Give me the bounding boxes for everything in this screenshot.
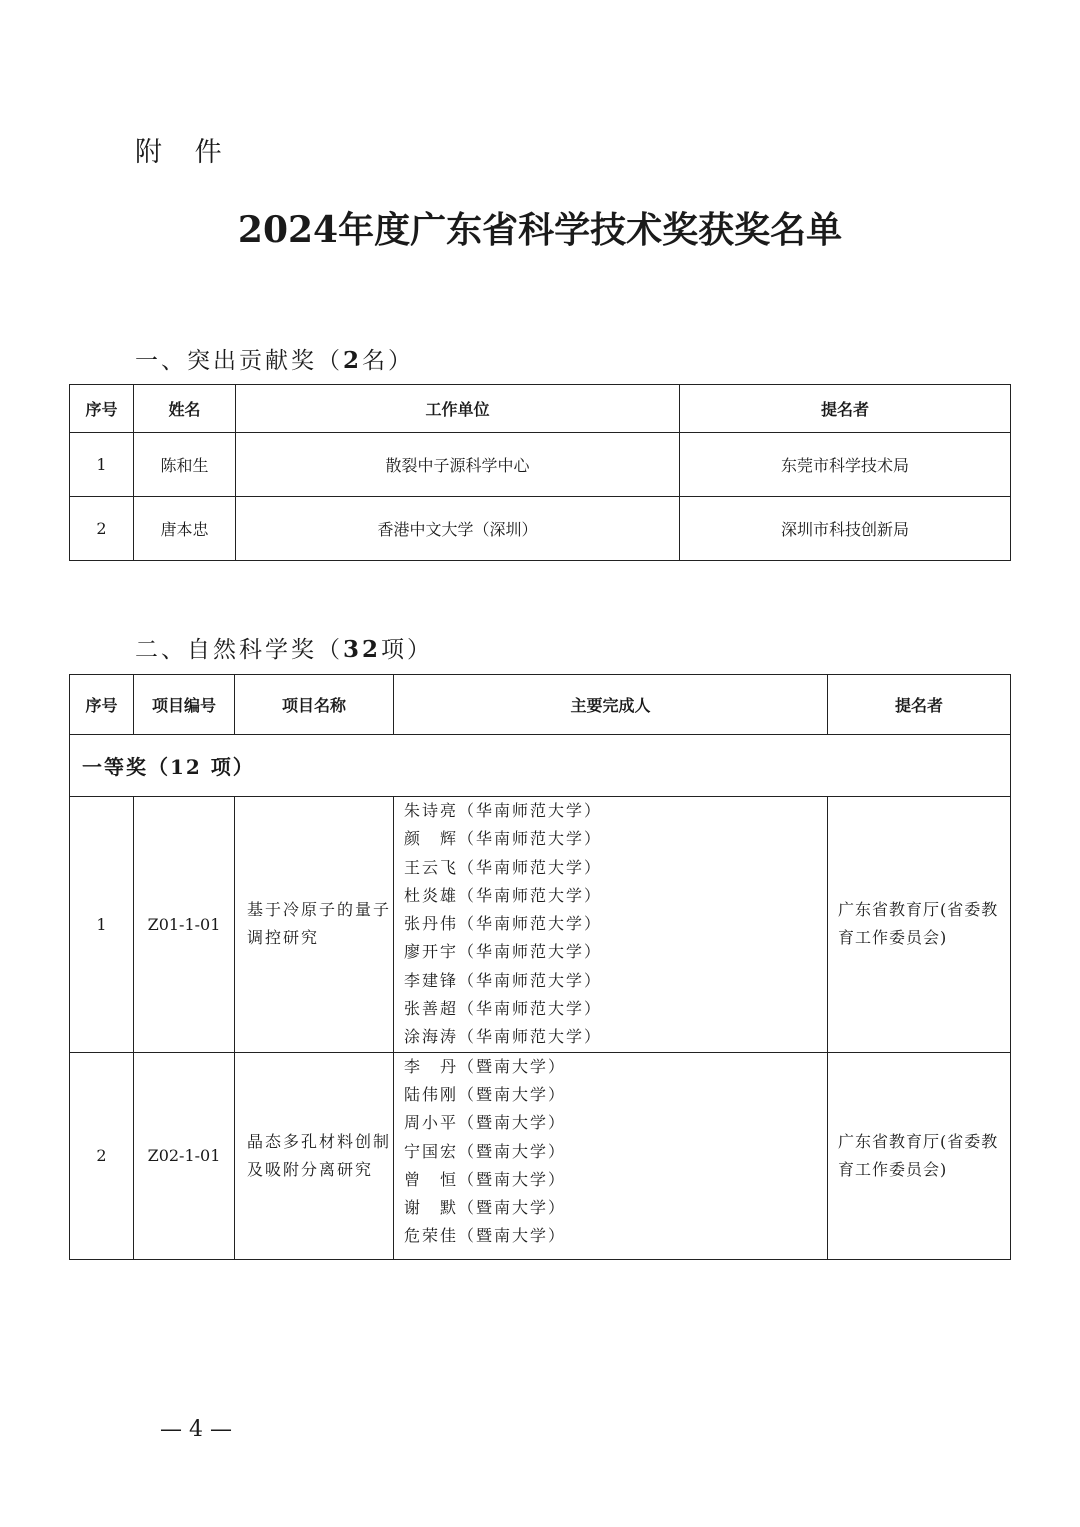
nominator: 深圳市科技创新局 <box>680 497 1011 561</box>
contributor: 张善超（华南师范大学） <box>404 999 603 1019</box>
contributor: 危荣佳（暨南大学） <box>404 1226 567 1246</box>
page-title: 2024年度广东省科学技术奖获奖名单 <box>237 209 843 251</box>
section-heading-natural-science <box>135 631 433 664</box>
column-header: 主要完成人 <box>394 675 828 735</box>
contributor: 李 丹（暨南大学） <box>404 1056 567 1076</box>
column-header: 项目名称 <box>235 675 394 735</box>
table-row <box>70 497 1011 561</box>
contributor: 王云飞（华南师范大学） <box>404 857 603 877</box>
nominator: 广东省教育厅(省委教育工作委员会) <box>828 797 1011 1053</box>
contributor: 陆伟刚（暨南大学） <box>404 1084 567 1104</box>
project-code: Z01-1-01 <box>134 797 235 1053</box>
nominator: 广东省教育厅(省委教育工作委员会) <box>828 1052 1011 1259</box>
contributor: 张丹伟（华南师范大学） <box>404 914 603 934</box>
column-header: 提名者 <box>680 385 1011 433</box>
table-row <box>70 433 1011 497</box>
grade-label: 一等奖（12 项） <box>70 735 1011 797</box>
contributor: 李建锋（华南师范大学） <box>404 970 603 990</box>
row-number: 1 <box>70 433 134 497</box>
page-number: — 4 — <box>160 1417 232 1442</box>
natural-science-table <box>69 674 1011 1260</box>
contributor: 周小平（暨南大学） <box>404 1113 567 1133</box>
main-contributors <box>394 797 828 1053</box>
section-heading-prefix: 二、自然科学奖（ <box>135 637 343 663</box>
column-header: 序号 <box>70 675 134 735</box>
contributor: 朱诗亮（华南师范大学） <box>404 801 603 820</box>
outstanding-contribution-table <box>69 384 1011 561</box>
project-name: 基于冷原子的量子调控研究 <box>235 797 394 1053</box>
column-header: 项目编号 <box>134 675 235 735</box>
table-row <box>70 1052 1011 1259</box>
column-header: 工作单位 <box>236 385 680 433</box>
project-code: Z02-1-01 <box>134 1052 235 1259</box>
contributor: 杜炎雄（华南师范大学） <box>404 885 603 905</box>
column-header: 提名者 <box>828 675 1011 735</box>
section-heading-count: 2 <box>343 347 363 374</box>
contributor: 廖开宇（华南师范大学） <box>404 942 603 962</box>
table-header-row <box>70 675 1011 735</box>
section-heading-suffix: 项） <box>381 637 434 663</box>
attachment-label: 附 件 <box>135 137 234 168</box>
work-unit: 香港中文大学（深圳） <box>236 497 680 561</box>
row-number: 2 <box>70 1052 134 1259</box>
nominator: 东莞市科学技术局 <box>680 433 1011 497</box>
table-header-row <box>70 385 1011 433</box>
contributor: 宁国宏（暨南大学） <box>404 1141 567 1161</box>
column-header: 姓名 <box>134 385 236 433</box>
section-heading-outstanding-contribution <box>135 342 414 375</box>
section-heading-count: 32 <box>343 636 382 663</box>
work-unit: 散裂中子源科学中心 <box>236 433 680 497</box>
section-heading-prefix: 一、突出贡献奖（ <box>135 348 343 374</box>
main-contributors <box>394 1052 828 1259</box>
row-number: 2 <box>70 497 134 561</box>
contributor: 曾 恒（暨南大学） <box>404 1169 567 1189</box>
table-row <box>70 797 1011 1053</box>
awardee-name: 唐本忠 <box>134 497 236 561</box>
contributor: 谢 默（暨南大学） <box>404 1198 567 1218</box>
row-number: 1 <box>70 797 134 1053</box>
contributor: 涂海涛（华南师范大学） <box>404 1027 603 1047</box>
contributor: 颜 辉（华南师范大学） <box>404 829 603 849</box>
grade-row <box>70 735 1011 797</box>
section-heading-suffix: 名） <box>362 348 415 374</box>
awardee-name: 陈和生 <box>134 433 236 497</box>
column-header: 序号 <box>70 385 134 433</box>
project-name: 晶态多孔材料创制及吸附分离研究 <box>235 1052 394 1259</box>
